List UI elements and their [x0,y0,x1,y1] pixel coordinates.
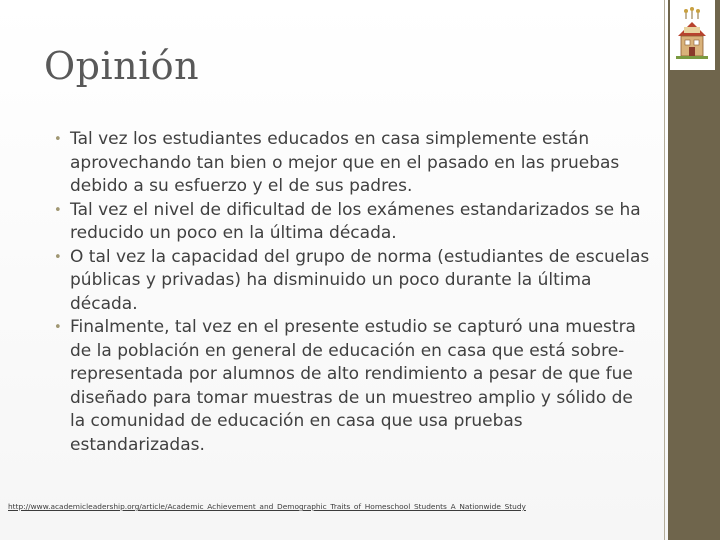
bullet-text: Tal vez el nivel de dificultad de los exámenes estandarizados se ha reducido un poco en la última década. [70,199,641,243]
bullet-list [52,128,652,457]
logo-container [668,0,715,70]
bullet-item [52,316,652,457]
bullet-text: Tal vez los estudiantes educados en casa simplemente están aprovechando tan bien o mejor que en el pasado en las pruebas debido a su esfuerzo y el de sus padres. [70,129,620,196]
bullet-item [52,246,652,317]
bullet-item [52,199,652,246]
bullet-marker: • [54,249,62,265]
bullet-marker: • [54,132,62,147]
band-divider [664,0,665,540]
accent-band [668,0,720,540]
bullet-item [52,128,652,199]
bullet-text: O tal vez la capacidad del grupo de norma (estudiantes de escuelas públicas y privadas) ha disminuido un poco durante la última década. [70,246,650,314]
schoolhouse-logo-icon [670,0,715,70]
source-link[interactable]: http://www.academicleadership.org/article/Academic_Achievement_and_Demographic_Traits_of_Homeschool_Students_A_Nationwide_Study [8,502,526,511]
slide-title: Opinión [44,44,200,88]
bullet-marker: • [54,320,62,335]
bullet-text: Finalmente, tal vez en el presente estudio se capturó una muestra de la población en general de educación en casa que está sobre-representada por alumnos de alto rendimiento a pesar de que fue diseñado para tomar muestras de un muestreo amplio y sólido de la comunidad de educación en casa que usa pruebas estandarizadas. [70,317,636,455]
bullet-marker: • [54,202,62,218]
